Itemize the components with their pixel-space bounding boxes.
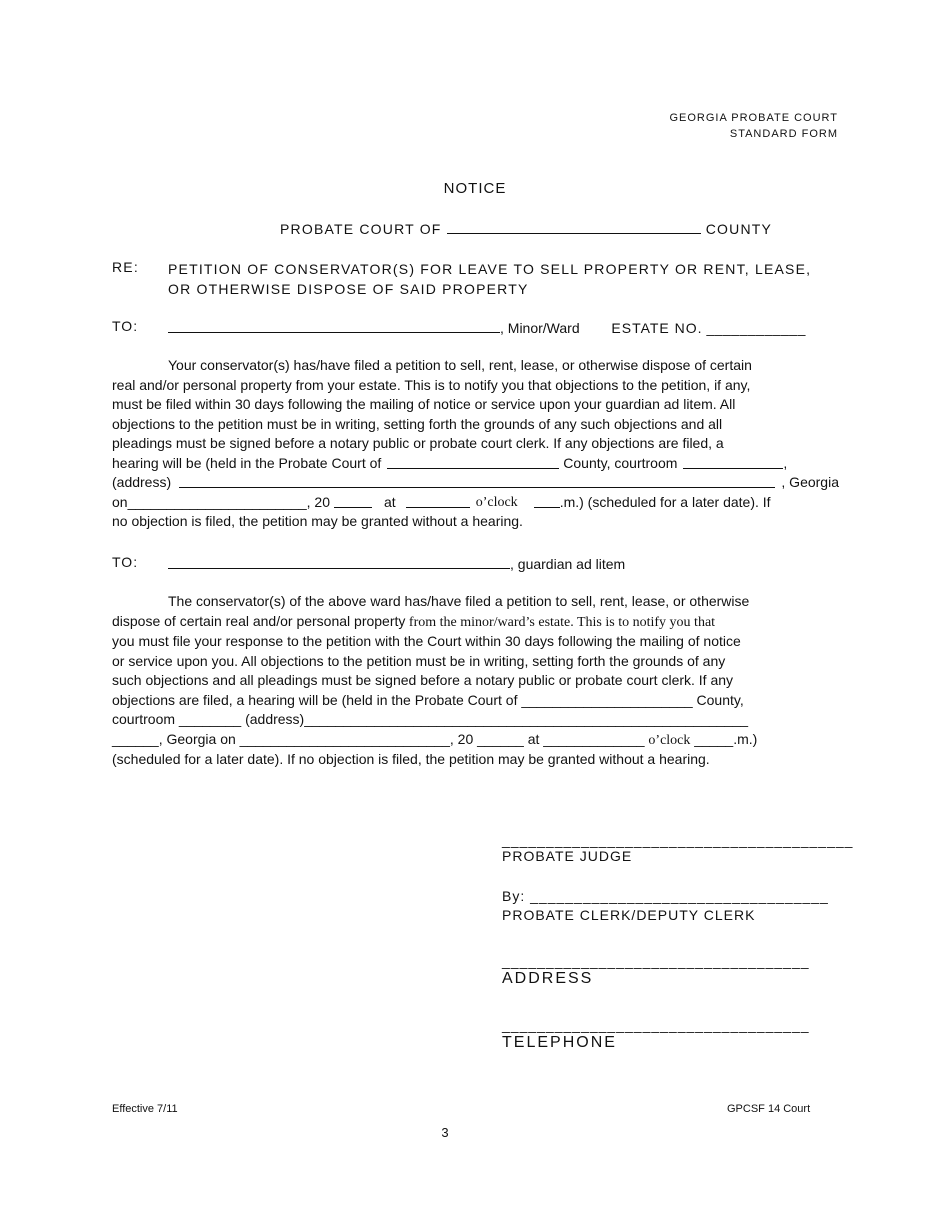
para2-line-2b: from the minor/ward’s estate. This is to notify you that: [405, 614, 716, 630]
para2-line-9: (scheduled for a later date). If no objection is filed, the petition may be granted without a hearing.: [112, 751, 710, 767]
re-line-2: OR OTHERWISE DISPOSE OF SAID PROPERTY: [168, 281, 529, 297]
address-label: ADDRESS: [502, 970, 594, 987]
ward-suffix: , Minor/Ward: [500, 320, 580, 336]
courtroom-blank[interactable]: [683, 454, 783, 469]
page-title: NOTICE: [443, 180, 507, 197]
para1-line-1: Your conservator(s) has/have filed a petition to sell, rent, lease, or otherwise dispose of certain: [168, 357, 752, 373]
para1-line-4: objections to the petition must be in writing, setting forth the grounds of any such objections and all: [112, 415, 723, 432]
ampm-blank[interactable]: [534, 493, 560, 508]
para1-line-3: must be filed within 30 days following the mailing of notice or service upon your guardian ad litem. All: [112, 396, 736, 412]
para2-line-7: courtroom ________ (address)_________________________________________________________: [112, 711, 749, 727]
para2-line-5: such objections and all pleadings must be signed before a notary public or probate court clerk. If any: [112, 672, 734, 688]
probate-clerk-label: PROBATE CLERK/DEPUTY CLERK: [502, 907, 756, 923]
guardian-name-blank[interactable]: [168, 554, 510, 569]
para2-line-2a: dispose of certain real and/or personal property: [112, 612, 406, 629]
re-label: RE:: [112, 259, 139, 275]
para1-line-9: no objection is filed, the petition may be granted without a hearing.: [112, 513, 523, 529]
para2-line-1: The conservator(s) of the above ward has/have filed a petition to sell, rent, lease, or otherwise: [168, 593, 750, 609]
address-blank[interactable]: [179, 473, 775, 488]
para1-line-5: pleadings must be signed before a notary public or probate court clerk. If any objections are filed, a: [112, 435, 724, 451]
to-label-guardian: TO:: [112, 554, 139, 570]
para1-georgia: , Georgia: [781, 474, 839, 490]
clerk-signature-line[interactable]: By: __________________________________: [502, 888, 829, 904]
telephone-label: TELEPHONE: [502, 1034, 617, 1051]
para2-line-6: objections are filed, a hearing will be (held in the Probate Court of ______________________ County,: [112, 691, 744, 708]
para1-courtroom-text: County, courtroom: [563, 454, 678, 471]
para1-comma: ,: [783, 454, 788, 471]
ward-name-blank[interactable]: [168, 318, 500, 333]
notice-paragraph-guardian: [112, 592, 839, 770]
effective-date: Effective 7/11: [112, 1103, 178, 1115]
para2-line-8c: _____.m.): [694, 730, 758, 747]
to-guardian-line: [168, 554, 625, 572]
guardian-suffix: , guardian ad litem: [510, 556, 626, 572]
re-line-1: PETITION OF CONSERVATOR(S) FOR LEAVE TO SELL PROPERTY OR RENT, LEASE,: [168, 261, 812, 277]
para1-date-text: on_______________________, 20: [112, 493, 331, 510]
telephone-signature-line[interactable]: ___________________________________: [502, 1017, 810, 1033]
time-blank[interactable]: [406, 493, 470, 508]
probate-judge-label: PROBATE JUDGE: [502, 848, 633, 864]
para2-oclock: o’clock: [648, 732, 691, 748]
para2-line-4: or service upon you. All objections to the petition must be in writing, setting forth the grounds of any: [112, 652, 726, 669]
to-ward-line: [168, 318, 806, 336]
para1-hearing-text: hearing will be (held in the Probate Court of: [112, 454, 382, 471]
page-number: 3: [441, 1125, 449, 1140]
judge-signature-line[interactable]: ________________________________________: [502, 832, 854, 848]
para1-address-label: (address): [112, 474, 172, 490]
hearing-county-blank[interactable]: [387, 454, 559, 469]
estate-label: ESTATE NO.: [611, 320, 703, 336]
estate-number-blank[interactable]: ____________: [706, 320, 806, 336]
year-blank[interactable]: [334, 493, 372, 508]
para1-oclock: o’clock: [475, 494, 518, 510]
form-id: GPCSF 14 Court: [727, 1103, 811, 1115]
para1-scheduled: .m.) (scheduled for a later date). If: [559, 493, 771, 510]
address-signature-line[interactable]: ___________________________________: [502, 953, 810, 969]
para1-line-2: real and/or personal property from your estate. This is to notify you that objections to the petition, if any,: [112, 376, 751, 393]
header-line-2: STANDARD FORM: [729, 128, 838, 140]
court-line: [280, 219, 772, 237]
para1-at: at: [384, 493, 396, 510]
re-text: [168, 259, 843, 299]
court-prefix: PROBATE COURT OF: [280, 221, 442, 237]
notice-paragraph-ward: [112, 356, 839, 532]
to-label-ward: TO:: [112, 318, 139, 334]
header-line-1: GEORGIA PROBATE COURT: [669, 112, 838, 124]
form-header: [669, 110, 838, 142]
para2-line-8a: ______, Georgia on ___________________________, 20 ______ at _____________: [112, 730, 645, 747]
para2-line-3: you must file your response to the petition with the Court within 30 days following the mailing of notice: [112, 633, 741, 649]
county-blank[interactable]: [447, 219, 701, 234]
court-suffix: COUNTY: [705, 221, 773, 237]
